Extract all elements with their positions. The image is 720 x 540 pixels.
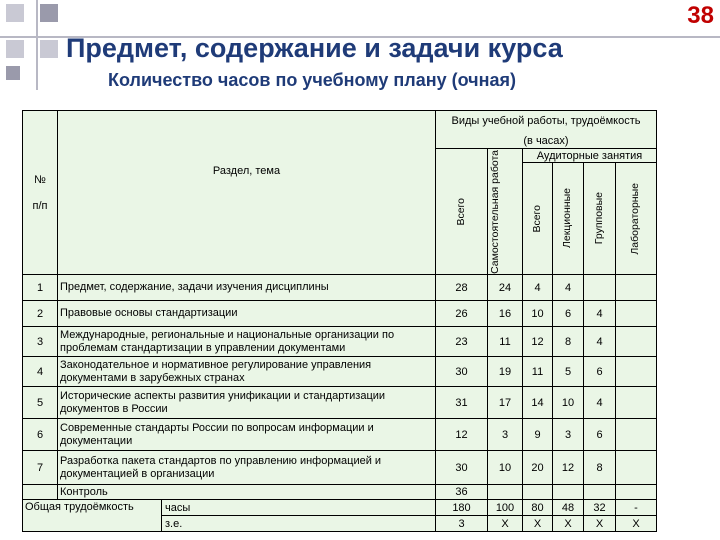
table-cell: 48 bbox=[553, 500, 584, 516]
table-cell: 2 bbox=[23, 301, 58, 327]
table-cell: 10 bbox=[553, 387, 584, 419]
table-cell bbox=[616, 451, 657, 485]
table-cell: 4 bbox=[553, 275, 584, 301]
table-cell bbox=[553, 485, 584, 500]
table-cell: 19 bbox=[488, 357, 523, 387]
table-cell: Общая трудоёмкость bbox=[23, 500, 162, 532]
table-row bbox=[23, 451, 657, 485]
table-cell: Предмет, содержание, задачи изучения дисциплины bbox=[58, 275, 436, 301]
table-cell: 4 bbox=[23, 357, 58, 387]
header-work-types: Виды учебной работы, трудоёмкость (в часах) bbox=[436, 111, 657, 149]
table-cell: Исторические аспекты развития унификации и стандартизации документов в России bbox=[58, 387, 436, 419]
table-cell: 26 bbox=[436, 301, 488, 327]
table-row bbox=[23, 419, 657, 451]
table-cell: Законодательное и нормативное регулирование управления документами в зарубежных странах bbox=[58, 357, 436, 387]
table-row bbox=[23, 275, 657, 301]
table-cell: 16 bbox=[488, 301, 523, 327]
table-row bbox=[23, 301, 657, 327]
header-labs: Лабораторные bbox=[616, 163, 657, 275]
table-cell: 3 bbox=[488, 419, 523, 451]
table-cell: 31 bbox=[436, 387, 488, 419]
table-cell: 5 bbox=[553, 357, 584, 387]
table-cell: 4 bbox=[584, 327, 616, 357]
table-cell: 17 bbox=[488, 387, 523, 419]
table-cell: 8 bbox=[584, 451, 616, 485]
header-self-work: Самостоятельная работа bbox=[488, 149, 523, 275]
table-cell: 6 bbox=[23, 419, 58, 451]
table-cell: 4 bbox=[584, 387, 616, 419]
study-hours-table bbox=[22, 110, 657, 532]
header-group: Групповые bbox=[584, 163, 616, 275]
table-cell: 7 bbox=[23, 451, 58, 485]
header-total: Всего bbox=[436, 149, 488, 275]
table-cell: 32 bbox=[584, 500, 616, 516]
table-cell: 11 bbox=[523, 357, 553, 387]
header-section: Раздел, тема bbox=[58, 111, 436, 275]
table-cell bbox=[616, 275, 657, 301]
table-cell: X bbox=[553, 516, 584, 532]
table-cell: 1 bbox=[23, 275, 58, 301]
table-cell: 28 bbox=[436, 275, 488, 301]
table-cell: 5 bbox=[23, 387, 58, 419]
table-cell: часы bbox=[162, 500, 436, 516]
table-cell: 14 bbox=[523, 387, 553, 419]
header-num: № п/п bbox=[23, 111, 58, 275]
header-classroom: Аудиторные занятия bbox=[523, 149, 657, 163]
table-cell: 6 bbox=[584, 357, 616, 387]
table-cell bbox=[616, 485, 657, 500]
table-cell: 10 bbox=[523, 301, 553, 327]
table-cell: 20 bbox=[523, 451, 553, 485]
table-cell: 80 bbox=[523, 500, 553, 516]
table-cell bbox=[584, 275, 616, 301]
table-cell: 100 bbox=[488, 500, 523, 516]
table-row bbox=[23, 357, 657, 387]
page-title: Предмет, содержание и задачи курса bbox=[66, 33, 563, 63]
table-cell: 180 bbox=[436, 500, 488, 516]
page-subtitle: Количество часов по учебному плану (очная) bbox=[108, 70, 516, 90]
table-cell: 12 bbox=[523, 327, 553, 357]
table-cell: 4 bbox=[584, 301, 616, 327]
table-cell: 8 bbox=[553, 327, 584, 357]
table-row bbox=[23, 387, 657, 419]
table-row-control bbox=[23, 485, 657, 500]
table-cell: 6 bbox=[553, 301, 584, 327]
table-cell bbox=[488, 485, 523, 500]
table-cell: 3 bbox=[436, 516, 488, 532]
header-lectures: Лекционные bbox=[553, 163, 584, 275]
table-cell: 12 bbox=[553, 451, 584, 485]
table-cell: 11 bbox=[488, 327, 523, 357]
table-cell: 24 bbox=[488, 275, 523, 301]
table-cell bbox=[616, 387, 657, 419]
table-cell: X bbox=[584, 516, 616, 532]
table-cell: 4 bbox=[523, 275, 553, 301]
table-cell: - bbox=[616, 500, 657, 516]
table-cell: Современные стандарты России по вопросам информации и документации bbox=[58, 419, 436, 451]
table-cell: Разработка пакета стандартов по управлению информацией и документацией в организации bbox=[58, 451, 436, 485]
table-cell bbox=[523, 485, 553, 500]
table-cell: X bbox=[523, 516, 553, 532]
table-cell: Международные, региональные и национальные организации по проблемам стандартизации в управлении документами bbox=[58, 327, 436, 357]
table-cell: 10 bbox=[488, 451, 523, 485]
table-cell: 3 bbox=[553, 419, 584, 451]
table-row-total-hours bbox=[23, 500, 657, 516]
table-cell: 3 bbox=[23, 327, 58, 357]
table-cell: X bbox=[488, 516, 523, 532]
table-cell bbox=[23, 485, 58, 500]
page-number: 38 bbox=[687, 2, 714, 29]
table-cell: 23 bbox=[436, 327, 488, 357]
table-cell: 36 bbox=[436, 485, 488, 500]
table-cell: 30 bbox=[436, 357, 488, 387]
table-cell bbox=[616, 419, 657, 451]
table-cell: 30 bbox=[436, 451, 488, 485]
table-cell: з.е. bbox=[162, 516, 436, 532]
table-cell: 6 bbox=[584, 419, 616, 451]
table-row bbox=[23, 327, 657, 357]
table-cell: X bbox=[616, 516, 657, 532]
table-cell: 9 bbox=[523, 419, 553, 451]
decorative-line-vertical bbox=[36, 0, 38, 90]
table-cell bbox=[616, 301, 657, 327]
header-classroom-total: Всего bbox=[523, 163, 553, 275]
table-cell bbox=[616, 327, 657, 357]
table-cell: Правовые основы стандартизации bbox=[58, 301, 436, 327]
table-cell: 12 bbox=[436, 419, 488, 451]
table-cell bbox=[616, 357, 657, 387]
table-cell: Контроль bbox=[58, 485, 436, 500]
table-cell bbox=[584, 485, 616, 500]
